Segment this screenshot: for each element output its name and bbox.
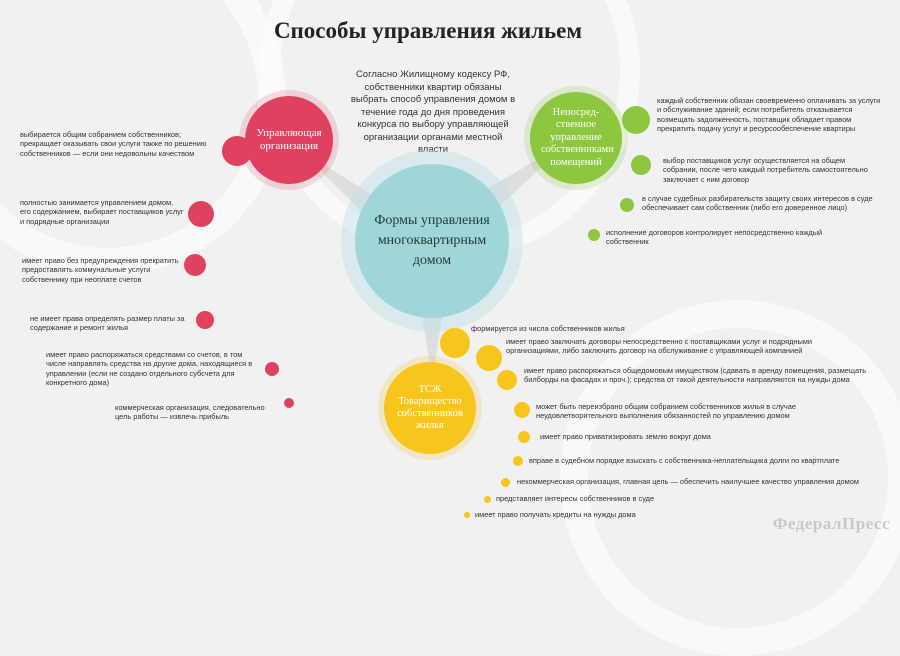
bullet-dot	[514, 402, 530, 418]
bullet-dot	[588, 229, 600, 241]
list-item: имеет право получать кредиты на нужды дома	[475, 510, 636, 519]
bullet-dot	[620, 198, 634, 212]
bullet-dot	[518, 431, 530, 443]
list-item: коммерческая организация, следовательно цель работы — извлечь прибыль	[115, 403, 265, 422]
bullet-dot	[222, 136, 252, 166]
bullet-dot	[284, 398, 294, 408]
list-item: имеет право приватизировать землю вокруг дома	[540, 432, 711, 441]
bullet-dot	[440, 328, 470, 358]
bullet-dot	[501, 478, 510, 487]
hoa-label: ТСЖ Товарищество собственников жилья	[397, 384, 463, 431]
bullet-dot	[513, 456, 523, 466]
direct-management-label: Непосред-ственное управление собственниками помещений	[541, 106, 614, 168]
list-item: выбирается общим собранием собственников; прекращает оказывать свои услуги также по решению собственников — если они недовольны качеством	[20, 130, 207, 158]
managing-company-circle	[245, 96, 333, 184]
list-item: выбор поставщиков услуг осуществляется на общем собрании, после чего каждый потребитель самостоятельно заключает с ним договор	[663, 156, 868, 184]
list-item: некоммерческая организация, главная цель — обеспечить наилучшее качество управления домом	[517, 477, 859, 486]
list-item: исполнение договоров контролирует непосредственно каждый собственник	[606, 228, 823, 247]
bullet-dot	[622, 106, 650, 134]
bullet-dot	[484, 496, 491, 503]
list-item: каждый собственник обязан своевременно оплачивать за услуги и обслуживание зданий; если потребитель отказывается возмещать задолженность, поставщик обладает правом прекратить подачу услуг и ресурсообеспечение квартиры	[657, 96, 881, 133]
bullet-dot	[188, 201, 214, 227]
bullet-dot	[265, 362, 279, 376]
publisher-logo: ФедералПресс	[772, 514, 890, 533]
list-item: представляет интересы собственников в суде	[496, 494, 655, 503]
center-label: Формы управления многоквартирным домом	[374, 213, 490, 268]
direct-management-circle	[530, 92, 622, 184]
managing-company-label: Управляющая организация	[256, 127, 322, 152]
list-item: вправе в судебном порядке взыскать с собственника-неплательщика долги по квартплате	[529, 456, 840, 465]
hoa-circle	[384, 362, 476, 454]
list-item: в случае судебных разбирательств защиту своих интересов в суде обеспечивает сам собственник (либо его доверенное лицо)	[642, 194, 873, 213]
bullet-dot	[184, 254, 206, 276]
list-item: полностью занимается управлением домом, его содержанием, выбирает поставщиков услуг и подрядные организации	[20, 198, 184, 226]
page-title: Способы управления жильем	[273, 18, 583, 43]
list-item: имеет право распоряжаться средствами со счетов, в том числе направлять средства на другие дома, находящиеся в управлении (если не создано отдельного субсчета для конкретного дома)	[46, 350, 253, 387]
bullet-dot	[464, 512, 470, 518]
bullet-dot	[631, 155, 651, 175]
center-circle	[355, 164, 509, 318]
list-item: может быть переизбрано общим собранием собственников жилья в случае неудовлетворительного выполнения обязанностей по управлению домом	[536, 402, 796, 421]
bullet-dot	[497, 370, 517, 390]
list-item: имеет право распоряжаться общедомовым имуществом (сдавать в аренду помещения, размещать билборды на фасадах и проч.); средства от такой деятельности направляются на нужды дома	[524, 366, 867, 385]
list-item: не имеет права определять размер платы за содержание и ремонт жилья	[30, 314, 185, 333]
list-item: формируется из числа собственников жилья	[471, 324, 625, 333]
list-item: имеет право заключать договоры непосредственно с поставщиками услуг и подрядными организациями, либо заключить договор на обслуживание с управляющей компанией	[506, 337, 812, 356]
bullet-dot	[476, 345, 502, 371]
list-item: имеет право без предупреждения прекратить предоставлять коммунальные услуги собственнику при неоплате счетов	[22, 256, 179, 284]
intro-text: Согласно Жилищному кодексу РФ, собственники квартир обязаны выбрать способ управления домом в течение года до дня проведения конкурса по выбору управляющей организации органами местной власти	[350, 69, 516, 155]
bullet-dot	[196, 311, 214, 329]
